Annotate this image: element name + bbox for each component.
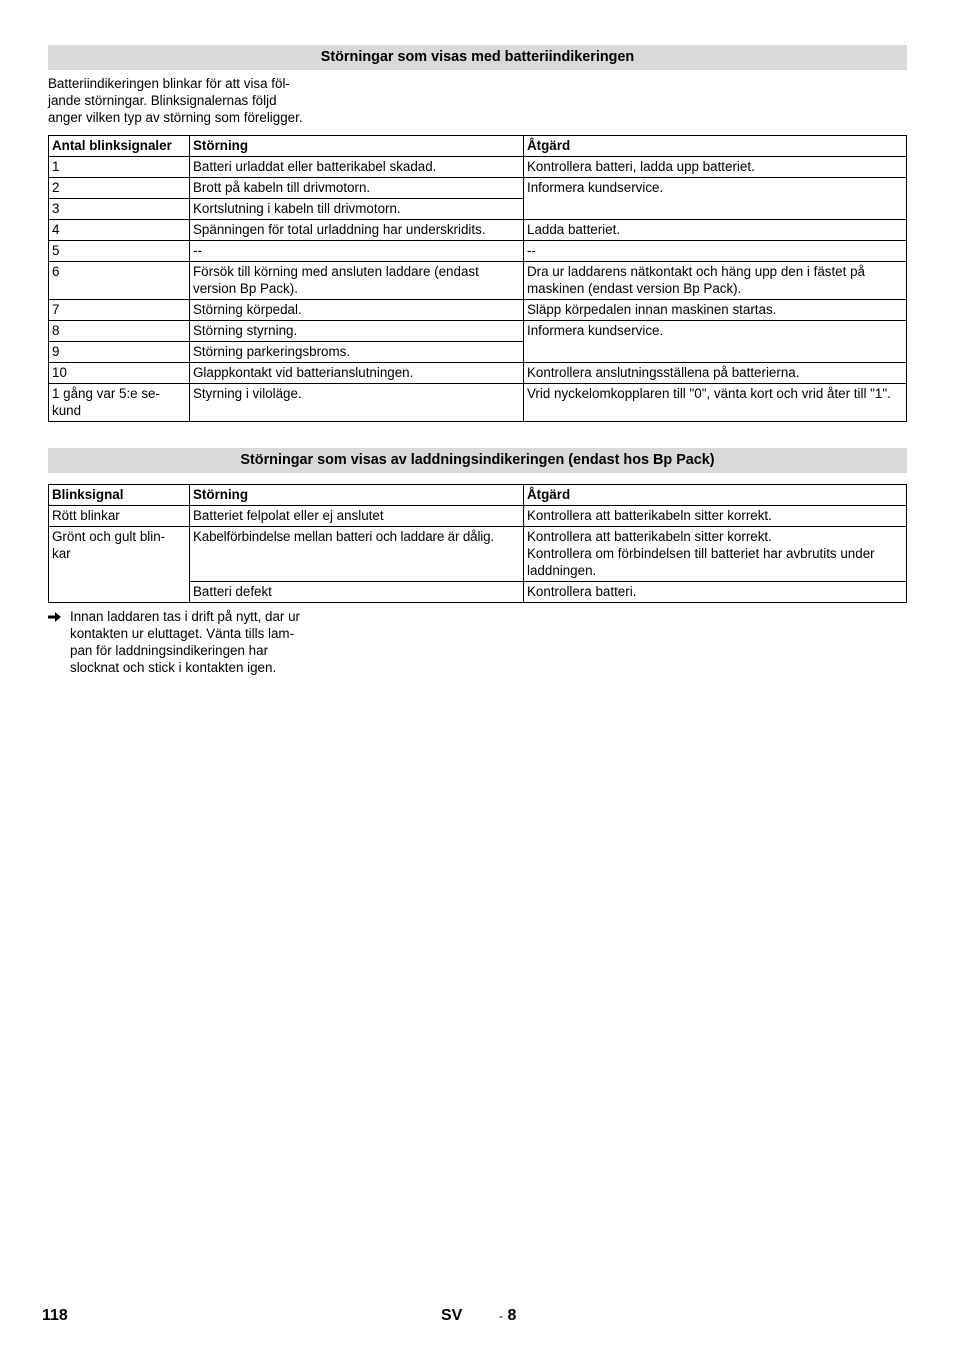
remedy-cell: -- xyxy=(524,241,907,262)
remedy-cell: Släpp körpedalen innan maskinen startas. xyxy=(524,300,907,321)
table-row xyxy=(49,241,907,262)
fault-cell: Störning körpedal. xyxy=(190,300,524,321)
fault-cell: Kortslutning i kabeln till drivmotorn. xyxy=(190,199,524,220)
signal-cell: Rött blinkar xyxy=(49,506,190,527)
remedy-cell: Dra ur laddarens nätkontakt och häng upp den i fästet på maskinen (endast version Bp Pack). xyxy=(524,262,907,300)
table-row xyxy=(49,220,907,241)
fault-cell: Batteri urladdat eller batterikabel skadad. xyxy=(190,157,524,178)
signal-cell: 4 xyxy=(49,220,190,241)
fault-cell: Batteri defekt xyxy=(190,582,524,603)
fault-cell: Glappkontakt vid batterianslutningen. xyxy=(190,363,524,384)
signal-cell: 7 xyxy=(49,300,190,321)
sub-page-value: 8 xyxy=(507,1307,517,1324)
signal-cell: 2 xyxy=(49,178,190,199)
language-code: SV xyxy=(441,1307,463,1324)
remedy-line: Kontrollera att batterikabeln sitter korrekt. xyxy=(527,529,772,544)
remedy-cell: Vrid nyckelomkopplaren till "0", vänta kort och vrid åter till "1". xyxy=(524,384,907,422)
column-header-signal: Blinksignal xyxy=(49,485,190,506)
dash: - xyxy=(499,1309,503,1323)
charger-fault-table xyxy=(48,484,907,603)
table-row xyxy=(49,527,907,582)
table-row xyxy=(49,506,907,527)
column-header-fault: Störning xyxy=(190,136,524,157)
battery-fault-table xyxy=(48,135,907,422)
section-title-battery-indicator: Störningar som visas med batteriindikeringen xyxy=(48,45,907,70)
fault-cell: Störning parkeringsbroms. xyxy=(190,342,524,363)
note-text: Innan laddaren tas i drift på nytt, dar ur kontakten ur eluttaget. Vänta tills lam- pan för laddningsindikeringen har slocknat och stick i kontakten igen. xyxy=(70,609,301,675)
remedy-cell: Ladda batteriet. xyxy=(524,220,907,241)
signal-cell: 9 xyxy=(49,342,190,363)
remedy-line: Kontrollera om förbindelsen till batteriet har avbrutits under laddningen. xyxy=(527,546,875,578)
table-header-row xyxy=(49,485,907,506)
intro-text: Batteriindikeringen blinkar för att visa föl- jande störningar. Blinksignalernas följd anger vilken typ av störning som föreligger. xyxy=(48,76,303,125)
signal-cell: 5 xyxy=(49,241,190,262)
table-row xyxy=(49,321,907,342)
signal-cell: 8 xyxy=(49,321,190,342)
fault-cell: Styrning i viloläge. xyxy=(190,384,524,422)
fault-cell: Spänningen för total urladdning har underskridits. xyxy=(190,220,524,241)
column-header-remedy: Åtgärd xyxy=(524,485,907,506)
table-row xyxy=(49,157,907,178)
column-header-remedy: Åtgärd xyxy=(524,136,907,157)
column-header-signals: Antal blinksignaler xyxy=(49,136,190,157)
sub-page-number xyxy=(499,1307,516,1325)
signal-cell: 1 gång var 5:e se- kund xyxy=(49,384,190,422)
signal-cell: 1 xyxy=(49,157,190,178)
remedy-cell: Kontrollera batteri, ladda upp batteriet. xyxy=(524,157,907,178)
remedy-cell xyxy=(524,527,907,582)
remedy-cell: Informera kundservice. xyxy=(524,321,907,363)
column-header-fault: Störning xyxy=(190,485,524,506)
section-title-charge-indicator: Störningar som visas av laddningsindikeringen (endast hos Bp Pack) xyxy=(48,448,907,473)
table-row xyxy=(49,300,907,321)
table-row xyxy=(49,384,907,422)
fault-cell: -- xyxy=(190,241,524,262)
remedy-cell: Kontrollera anslutningsställena på batterierna. xyxy=(524,363,907,384)
remedy-cell: Kontrollera att batterikabeln sitter korrekt. xyxy=(524,506,907,527)
table-row xyxy=(49,178,907,199)
fault-cell: Försök till körning med ansluten laddare (endast version Bp Pack). xyxy=(190,262,524,300)
table-header-row xyxy=(49,136,907,157)
fault-cell: Kabelförbindelse mellan batteri och laddare är dålig. xyxy=(190,527,524,582)
table-row xyxy=(49,363,907,384)
remedy-cell: Kontrollera batteri. xyxy=(524,582,907,603)
remedy-cell: Informera kundservice. xyxy=(524,178,907,220)
table-row xyxy=(49,262,907,300)
fault-cell: Störning styrning. xyxy=(190,321,524,342)
page-number: 118 xyxy=(42,1307,68,1324)
signal-cell: 10 xyxy=(49,363,190,384)
fault-cell: Batteriet felpolat eller ej anslutet xyxy=(190,506,524,527)
signal-cell: 3 xyxy=(49,199,190,220)
arrow-right-icon xyxy=(48,608,70,676)
note xyxy=(48,608,348,676)
fault-cell: Brott på kabeln till drivmotorn. xyxy=(190,178,524,199)
signal-cell: Grönt och gult blin- kar xyxy=(49,527,190,603)
signal-cell: 6 xyxy=(49,262,190,300)
